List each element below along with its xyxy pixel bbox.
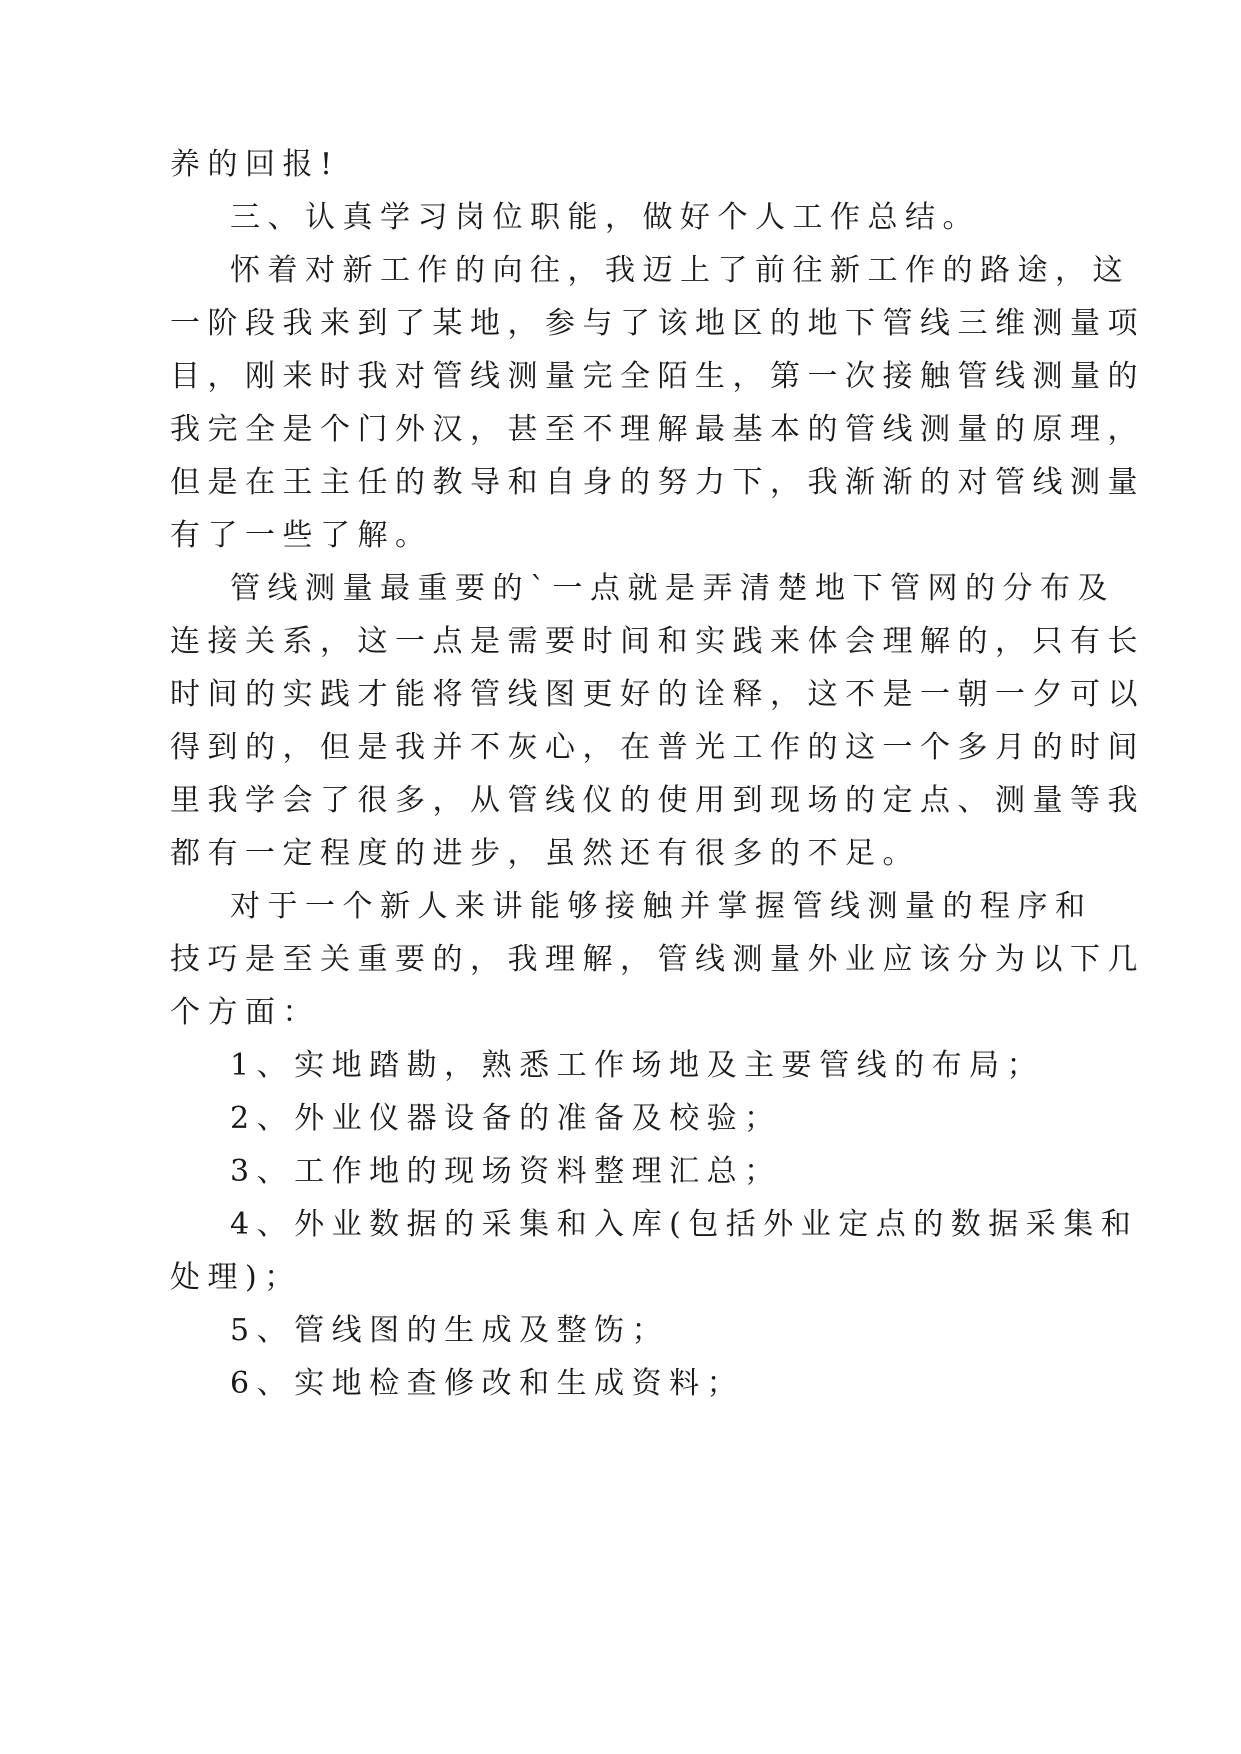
text-line: 我完全是个门外汉，甚至不理解最基本的管线测量的原理，: [170, 412, 1145, 447]
list-item: 3、工作地的现场资料整理汇总；: [230, 1154, 782, 1189]
text-line: 技巧是至关重要的，我理解，管线测量外业应该分为以下几: [170, 942, 1145, 977]
list-item: 2、外业仪器设备的准备及校验；: [230, 1101, 782, 1136]
list-item-continuation: 处理)；: [170, 1260, 302, 1295]
text-line: 都有一定程度的进步，虽然还有很多的不足。: [170, 836, 920, 871]
section-heading: 三、认真学习岗位职能，做好个人工作总结。: [230, 200, 980, 235]
text-line: 对于一个新人来讲能够接触并掌握管线测量的程序和: [230, 889, 1093, 924]
text-line: 养的回报!: [170, 147, 340, 182]
text-line: 但是在王主任的教导和自身的努力下，我渐渐的对管线测量: [170, 465, 1145, 500]
text-line: 怀着对新工作的向往，我迈上了前往新工作的路途，这: [230, 253, 1130, 288]
text-line: 得到的，但是我并不灰心，在普光工作的这一个多月的时间: [170, 730, 1145, 765]
text-line: 管线测量最重要的`一点就是弄清楚地下管网的分布及: [230, 571, 1115, 606]
text-line: 个方面：: [170, 995, 320, 1030]
text-line: 一阶段我来到了某地，参与了该地区的地下管线三维测量项: [170, 306, 1145, 341]
text-line: 连接关系，这一点是需要时间和实践来体会理解的，只有长: [170, 624, 1145, 659]
text-line: 时间的实践才能将管线图更好的诠释，这不是一朝一夕可以: [170, 677, 1145, 712]
list-item: 5、管线图的生成及整饬；: [230, 1313, 670, 1348]
list-item: 1、实地踏勘，熟悉工作场地及主要管线的布局；: [230, 1048, 1045, 1083]
list-item: 6、实地检查修改和生成资料；: [230, 1366, 745, 1401]
list-item: 4、外业数据的采集和入库(包括外业定点的数据采集和: [230, 1207, 1139, 1242]
text-line: 有了一些了解。: [170, 518, 433, 553]
text-line: 里我学会了很多，从管线仪的使用到现场的定点、测量等我: [170, 783, 1145, 818]
text-line: 目，刚来时我对管线测量完全陌生，第一次接触管线测量的: [170, 359, 1145, 394]
